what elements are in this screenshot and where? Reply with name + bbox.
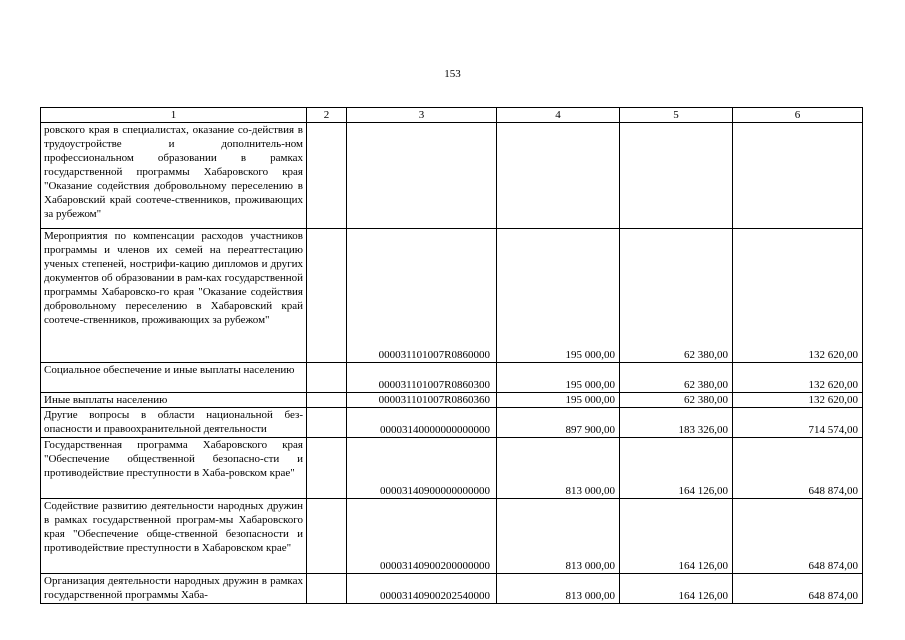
row-code: 00003140900202540000 — [347, 574, 497, 604]
row-plan: 195 000,00 — [497, 363, 620, 393]
row-col2 — [307, 574, 347, 604]
row-code: 00003140900000000000 — [347, 438, 497, 499]
row-code: 000031101007R0860300 — [347, 363, 497, 393]
column-header: 1 — [41, 108, 307, 123]
column-header: 5 — [620, 108, 733, 123]
row-remainder — [733, 123, 863, 229]
row-plan: 813 000,00 — [497, 499, 620, 574]
row-code: 000031101007R0860360 — [347, 393, 497, 408]
row-executed: 164 126,00 — [620, 574, 733, 604]
column-header: 3 — [347, 108, 497, 123]
row-col2 — [307, 408, 347, 438]
table-row — [41, 123, 863, 229]
column-header: 4 — [497, 108, 620, 123]
row-plan: 195 000,00 — [497, 393, 620, 408]
row-remainder: 132 620,00 — [733, 363, 863, 393]
table-row — [41, 408, 863, 438]
row-executed: 183 326,00 — [620, 408, 733, 438]
row-remainder: 714 574,00 — [733, 408, 863, 438]
row-code: 00003140000000000000 — [347, 408, 497, 438]
row-name: Другие вопросы в области национальной без-опасности и правоохранительной деятельности — [41, 408, 307, 438]
row-plan: 813 000,00 — [497, 438, 620, 499]
row-col2 — [307, 393, 347, 408]
row-name: Содействие развитию деятельности народных дружин в рамках государственной програм-мы Хабаровского края "Обеспечение обще-ственной безопасности и противодействие преступности в Хабаровском крае" — [41, 499, 307, 574]
table-row — [41, 438, 863, 499]
row-name: ровского края в специалистах, оказание со-действия в трудоустройстве и дополнитель-ном профессиональном образовании в рамках государственной программы Хабаровского края "Оказание содействия добровольному переселению в Хабаровский край соотече-ственников, проживающих за рубежом" — [41, 123, 307, 229]
row-code: 000031101007R0860000 — [347, 229, 497, 363]
row-code: 00003140900200000000 — [347, 499, 497, 574]
row-remainder: 648 874,00 — [733, 438, 863, 499]
row-col2 — [307, 499, 347, 574]
row-remainder: 132 620,00 — [733, 393, 863, 408]
row-col2 — [307, 229, 347, 363]
column-header: 6 — [733, 108, 863, 123]
row-remainder: 648 874,00 — [733, 574, 863, 604]
row-executed: 62 380,00 — [620, 363, 733, 393]
column-header: 2 — [307, 108, 347, 123]
row-executed: 62 380,00 — [620, 393, 733, 408]
row-plan: 195 000,00 — [497, 229, 620, 363]
row-name: Государственная программа Хабаровского края "Обеспечение общественной безопасно-сти и противодействие преступности в Хаба-ровском крае" — [41, 438, 307, 499]
table-row — [41, 499, 863, 574]
row-code — [347, 123, 497, 229]
table-row — [41, 393, 863, 408]
page-number: 153 — [444, 68, 461, 80]
row-remainder: 132 620,00 — [733, 229, 863, 363]
table-row — [41, 574, 863, 604]
row-plan — [497, 123, 620, 229]
budget-table — [40, 107, 863, 604]
table-row — [41, 363, 863, 393]
row-plan: 897 900,00 — [497, 408, 620, 438]
row-name: Организация деятельности народных дружин в рамках государственной программы Хаба- — [41, 574, 307, 604]
row-name: Иные выплаты населению — [41, 393, 307, 408]
row-col2 — [307, 438, 347, 499]
row-executed: 164 126,00 — [620, 499, 733, 574]
row-col2 — [307, 363, 347, 393]
row-plan: 813 000,00 — [497, 574, 620, 604]
row-executed: 164 126,00 — [620, 438, 733, 499]
row-remainder: 648 874,00 — [733, 499, 863, 574]
table-header-row — [41, 108, 863, 123]
table-row — [41, 229, 863, 363]
row-name: Мероприятия по компенсации расходов участников программы и членов их семей на переаттестацию ученых степеней, нострифи-кацию дипломов и других документов об образовании в рам-ках государственной программы Хабаровско-го края "Оказание содействия добровольному переселению в Хабаровский край соотече-ственников, проживающих за рубежом" — [41, 229, 307, 363]
row-executed: 62 380,00 — [620, 229, 733, 363]
row-executed — [620, 123, 733, 229]
row-name: Социальное обеспечение и иные выплаты населению — [41, 363, 307, 393]
row-col2 — [307, 123, 347, 229]
